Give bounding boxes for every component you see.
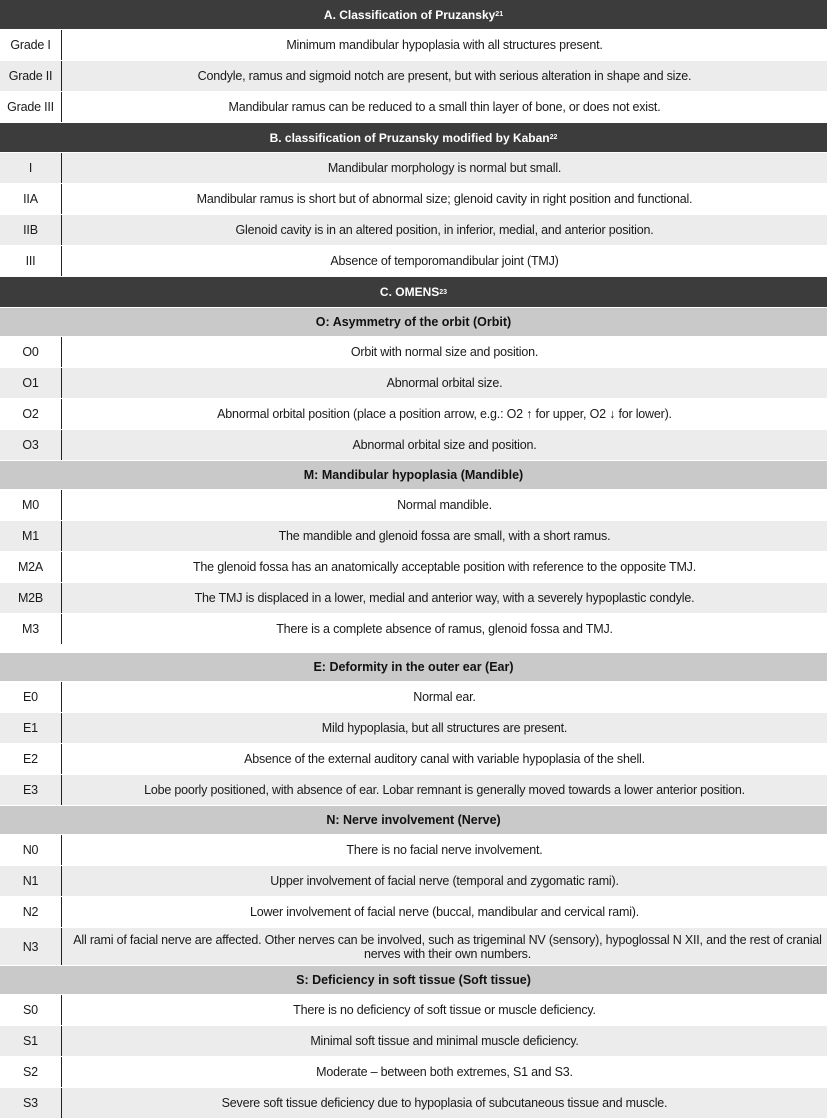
grade-description: Normal mandible. <box>397 498 492 512</box>
grade-code: E1 <box>0 713 62 743</box>
grade-code: O2 <box>0 399 62 429</box>
table-row <box>0 92 827 123</box>
section-header-kaban <box>0 123 827 153</box>
grade-description: Minimal soft tissue and minimal muscle deficiency. <box>310 1034 579 1048</box>
grade-description: Lower involvement of facial nerve (buccal, mandibular and cervical rami). <box>249 905 640 919</box>
section-header-omens <box>0 277 827 308</box>
grade-code: S1 <box>0 1026 62 1056</box>
table-row <box>0 897 827 928</box>
grade-code: M1 <box>0 521 62 551</box>
reference-number: 23 <box>439 288 448 296</box>
grade-description: All rami of facial nerve are affected. Other nerves can be involved, such as trigeminal NV (sensory), hypoglossal N XII, and the rest of cranial nerves with their own numbers. <box>73 932 822 961</box>
grade-description: Abnormal orbital position (place a position arrow, e.g.: O2 ↑ for upper, O2 ↓ for lower). <box>217 407 672 421</box>
grade-description: There is a complete absence of ramus, glenoid fossa and TMJ. <box>276 622 613 636</box>
subsection-header-nerve: N: Nerve involvement (Nerve) <box>0 806 827 835</box>
grade-code: M3 <box>0 614 62 644</box>
grade-code: N3 <box>0 928 62 965</box>
grade-code: N0 <box>0 835 62 865</box>
grade-code: E3 <box>0 775 62 805</box>
grade-code: M2A <box>0 552 62 582</box>
table-row <box>0 399 827 430</box>
grade-code: E2 <box>0 744 62 774</box>
table-row <box>0 368 827 399</box>
table-row <box>0 184 827 215</box>
table-row <box>0 995 827 1026</box>
grade-description: The glenoid fossa has an anatomically acceptable position with reference to the opposite TMJ. <box>192 560 696 574</box>
grade-description: Glenoid cavity is in an altered position, in inferior, medial, and anterior position. <box>235 223 654 237</box>
grade-description: Condyle, ramus and sigmoid notch are present, but with serious alteration in shape and size. <box>197 69 692 83</box>
grade-description: Mild hypoplasia, but all structures are present. <box>321 721 568 735</box>
grade-code: M2B <box>0 583 62 613</box>
section-header-pruzansky <box>0 0 827 30</box>
grade-description: The TMJ is displaced in a lower, medial and anterior way, with a severely hypoplastic condyle. <box>194 591 695 605</box>
table-row <box>0 490 827 521</box>
grade-code: Grade II <box>0 61 62 91</box>
grade-description: Absence of the external auditory canal with variable hypoplasia of the shell. <box>244 752 645 766</box>
grade-code: IIA <box>0 184 62 214</box>
grade-code: N1 <box>0 866 62 896</box>
table-row <box>0 775 827 806</box>
grade-code: S2 <box>0 1057 62 1087</box>
table-row <box>0 521 827 552</box>
reference-number: 21 <box>495 11 504 18</box>
section-title: B. classification of Pruzansky modified by Kaban <box>269 130 550 145</box>
grade-description: Orbit with normal size and position. <box>350 345 539 359</box>
table-row <box>0 1088 827 1119</box>
grade-code: N2 <box>0 897 62 927</box>
table-row <box>0 744 827 775</box>
section-title: C. OMENS <box>379 285 440 299</box>
table-row <box>0 614 827 645</box>
grade-code: Grade I <box>0 30 62 60</box>
grade-code: O3 <box>0 430 62 460</box>
grade-description: Lobe poorly positioned, with absence of ear. Lobar remnant is generally moved towards a lower anterior position. <box>144 783 745 797</box>
grade-description: Normal ear. <box>413 690 476 704</box>
table-row <box>0 1026 827 1057</box>
table-row <box>0 30 827 61</box>
grade-code: E0 <box>0 682 62 712</box>
subsection-header-orbit: O: Asymmetry of the orbit (Orbit) <box>0 308 827 337</box>
grade-description: The mandible and glenoid fossa are small, with a short ramus. <box>278 529 611 543</box>
grade-description: There is no deficiency of soft tissue or muscle deficiency. <box>293 1003 596 1017</box>
grade-code: O1 <box>0 368 62 398</box>
grade-description: Abnormal orbital size and position. <box>352 438 537 452</box>
grade-description: Mandibular ramus is short but of abnormal size; glenoid cavity in right position and functional. <box>196 192 693 206</box>
grade-description: Mandibular ramus can be reduced to a small thin layer of bone, or does not exist. <box>228 100 661 114</box>
grade-code: I <box>0 153 62 183</box>
grade-code: M0 <box>0 490 62 520</box>
subsection-header-mandible: M: Mandibular hypoplasia (Mandible) <box>0 461 827 490</box>
grade-description: Minimum mandibular hypoplasia with all structures present. <box>286 38 603 52</box>
table-row <box>0 430 827 461</box>
grade-code: IIB <box>0 215 62 245</box>
grade-code: O0 <box>0 337 62 367</box>
grade-code: S0 <box>0 995 62 1025</box>
grade-code: Grade III <box>0 92 62 122</box>
grade-description: There is no facial nerve involvement. <box>346 843 543 857</box>
table-row <box>0 866 827 897</box>
grade-description: Severe soft tissue deficiency due to hypoplasia of subcutaneous tissue and muscle. <box>221 1096 668 1110</box>
grade-code: S3 <box>0 1088 62 1118</box>
table-row <box>0 215 827 246</box>
table-row <box>0 682 827 713</box>
grade-description: Abnormal orbital size. <box>386 376 503 390</box>
table-row <box>0 246 827 277</box>
table-row <box>0 1057 827 1088</box>
reference-number: 22 <box>549 134 558 141</box>
grade-description: Upper involvement of facial nerve (temporal and zygomatic rami). <box>270 874 619 888</box>
grade-description: Moderate – between both extremes, S1 and S3. <box>316 1065 573 1079</box>
table-row <box>0 153 827 184</box>
table-row <box>0 713 827 744</box>
subsection-header-ear: E: Deformity in the outer ear (Ear) <box>0 653 827 682</box>
page-break-gap <box>0 645 827 653</box>
subsection-header-soft-tissue: S: Deficiency in soft tissue (Soft tissue) <box>0 966 827 995</box>
table-row <box>0 928 827 966</box>
table-row <box>0 552 827 583</box>
table-row <box>0 61 827 92</box>
grade-code: III <box>0 246 62 276</box>
table-row <box>0 835 827 866</box>
grade-description: Absence of temporomandibular joint (TMJ) <box>330 254 559 268</box>
table-row <box>0 583 827 614</box>
section-title: A. Classification of Pruzansky <box>323 7 496 22</box>
grade-description: Mandibular morphology is normal but small. <box>327 161 562 175</box>
table-row <box>0 337 827 368</box>
